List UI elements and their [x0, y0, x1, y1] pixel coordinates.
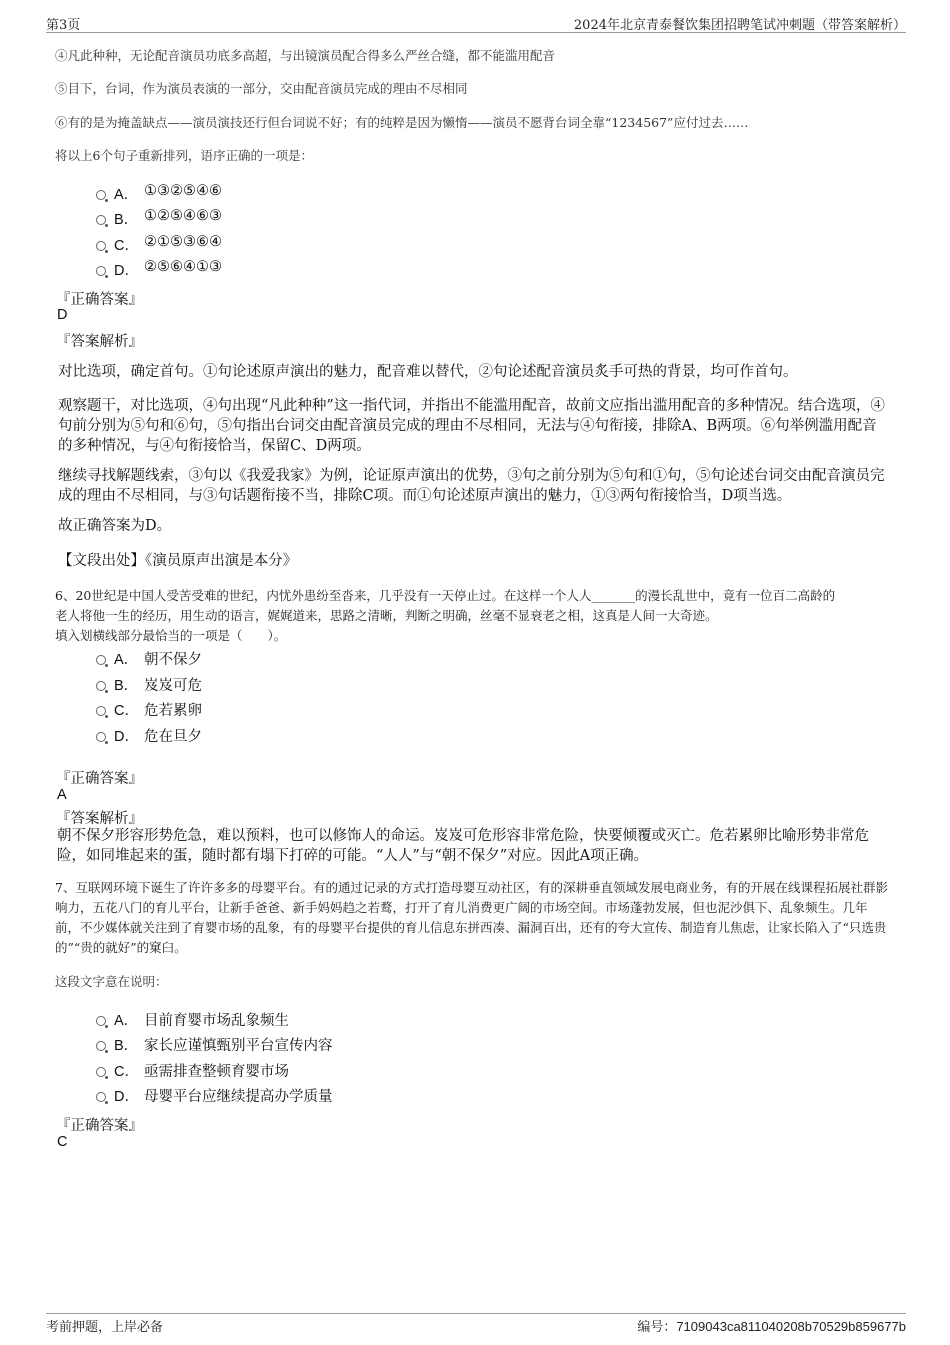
radio-icon[interactable] [96, 215, 106, 225]
analysis-paragraph: 对比选项，确定首句。①句论述原声演出的魅力，配音难以替代，②句论述配音演员炙手可热的背景，均可作首句。 [58, 364, 798, 380]
option-text: ②①⑤③⑥④ [144, 234, 222, 250]
option-letter: A． [114, 187, 139, 203]
analysis-paragraph: 朝不保夕形容形势危急，难以预料，也可以修饰人的命运。岌岌可危形容非常危险，快要倾覆或灭亡。危若累卵比喻形势非常危险，如同堆起来的蛋，随时都有塌下打碎的可能。“人人”与“朝不保夕”对应。因此A项正确。 [57, 828, 869, 864]
option-letter: D． [114, 263, 139, 279]
option-letter: B． [114, 1038, 139, 1054]
question-prompt: 这段文字意在说明： [55, 974, 168, 989]
radio-icon[interactable] [96, 1041, 106, 1051]
question-stem: 7、互联网环境下诞生了许许多多的母婴平台。有的通过记录的方式打造母婴互动社区，有的深耕垂直领域发展电商业务，有的开展在线课程拓展社群影响力，五花八门的育儿平台，让新手爸爸、新手妈妈趋之若鹜，打开了育儿消费更广阔的市场空间。市场蓬勃发展，但也泥沙俱下、乱象频生。几年前，不少媒体就关注到了育婴市场的乱象，有的母婴平台提供的育儿信息东拼西凑、漏洞百出，还有的夸大宣传、制造育儿焦虑，让家长陷入了“只选贵的”“贵的就好”的窠臼。 [55, 880, 888, 955]
document-title: 2024年北京青泰餐饮集团招聘笔试冲刺题（带答案解析） [573, 18, 906, 33]
footer-slogan: 考前押题，上岸必备 [46, 1320, 164, 1335]
analysis-label: 『答案解析』 [56, 334, 143, 350]
sentence-6: ⑥有的是为掩盖缺点——演员演技还行但台词说不好；有的纯粹是因为懒惰——演员不愿背台词全靠“1234567”应付过去…… [55, 115, 749, 130]
analysis-paragraph: 观察题干，对比选项，④句出现“凡此种种”这一指代词，并指出不能滥用配音，故前文应指出滥用配音的多种情况。结合选项，④句前分别为⑤句和⑥句，⑤句指出台词交由配音演员完成的理由不尽相同，无法与④句衔接，排除A、B两项。⑥句举例滥用配音的多种情况，与④句衔接恰当，保留C、D两项。 [58, 398, 885, 454]
analysis-label: 『答案解析』 [56, 811, 143, 827]
option-text: 危在旦夕 [144, 729, 202, 745]
radio-icon[interactable] [96, 1092, 106, 1102]
option-letter: B． [114, 212, 139, 228]
radio-icon[interactable] [96, 732, 106, 742]
sentence-4: ④凡此种种，无论配音演员功底多高超，与出镜演员配合得多么严丝合缝，都不能滥用配音 [55, 48, 556, 63]
answer-value: C [57, 1134, 68, 1150]
question-prompt: 填入划横线部分最恰当的一项是（ ）。 [55, 628, 287, 643]
option-letter: B． [114, 678, 139, 694]
stem-blank: _______ [591, 588, 636, 603]
radio-icon[interactable] [96, 190, 106, 200]
option-text: ①②⑤④⑥③ [144, 208, 222, 224]
analysis-paragraph: 故正确答案为D。 [58, 518, 172, 534]
stem-text: 6、20世纪是中国人受苦受难的世纪，内忧外患纷至沓来，几乎没有一天停止过。在这样一个人人 [55, 588, 592, 603]
analysis-paragraph: 继续寻找解题线索，③句以《我爱我家》为例，论证原声演出的优势，③句之前分别为⑤句和①句，⑤句论述台词交由配音演员完成的理由不尽相同，与③句话题衔接不当，排除C项。而①句论述原声演出的魅力，①③两句衔接恰当，D项当选。 [58, 468, 885, 504]
option-letter: A． [114, 652, 139, 668]
option-text: ①③②⑤④⑥ [144, 183, 222, 199]
option-text: 危若累卵 [144, 703, 202, 719]
radio-icon[interactable] [96, 241, 106, 251]
document-code: 编号：7109043ca811040208b70529b859677b [637, 1319, 906, 1334]
option-text: 母婴平台应继续提高办学质量 [144, 1089, 333, 1105]
option-text: 朝不保夕 [144, 652, 202, 668]
option-letter: D． [114, 1089, 139, 1105]
answer-value: A [57, 787, 67, 803]
stem-text: 老人将他一生的经历，用生动的语言，娓娓道来，思路之清晰，判断之明确，丝毫不显衰老之相，这真是人间一大奇迹。 [55, 608, 718, 623]
source-citation: 【文段出处】《演员原声出演是本分》 [58, 553, 298, 569]
option-text: 亟需排查整顿育婴市场 [144, 1064, 289, 1080]
answer-label: 『正确答案』 [56, 292, 143, 308]
radio-icon[interactable] [96, 655, 106, 665]
page-number: 第3页 [46, 18, 81, 33]
radio-icon[interactable] [96, 706, 106, 716]
option-text: 家长应谨慎甄别平台宣传内容 [144, 1038, 333, 1054]
option-text: 岌岌可危 [144, 678, 202, 694]
option-text: 目前育婴市场乱象频生 [144, 1013, 289, 1029]
answer-label: 『正确答案』 [56, 771, 143, 787]
question-stem [55, 586, 891, 646]
radio-icon[interactable] [96, 1016, 106, 1026]
sentence-5: ⑤目下，台词，作为演员表演的一部分，交由配音演员完成的理由不尽相同 [55, 81, 468, 96]
page-footer [46, 1313, 906, 1334]
option-text: ②⑤⑥④①③ [144, 259, 222, 275]
option-letter: C． [114, 703, 139, 719]
stem-text: 的漫长乱世中，竟有一位百二高龄的 [635, 588, 836, 603]
radio-icon[interactable] [96, 266, 106, 276]
option-letter: C． [114, 1064, 139, 1080]
option-letter: C． [114, 238, 139, 254]
radio-icon[interactable] [96, 1067, 106, 1077]
page-header [46, 12, 906, 33]
option-letter: A． [114, 1013, 139, 1029]
answer-value: D [57, 307, 68, 323]
radio-icon[interactable] [96, 681, 106, 691]
question-prompt: 将以上6个句子重新排列，语序正确的一项是： [55, 148, 313, 163]
option-letter: D． [114, 729, 139, 745]
answer-label: 『正确答案』 [56, 1118, 143, 1134]
